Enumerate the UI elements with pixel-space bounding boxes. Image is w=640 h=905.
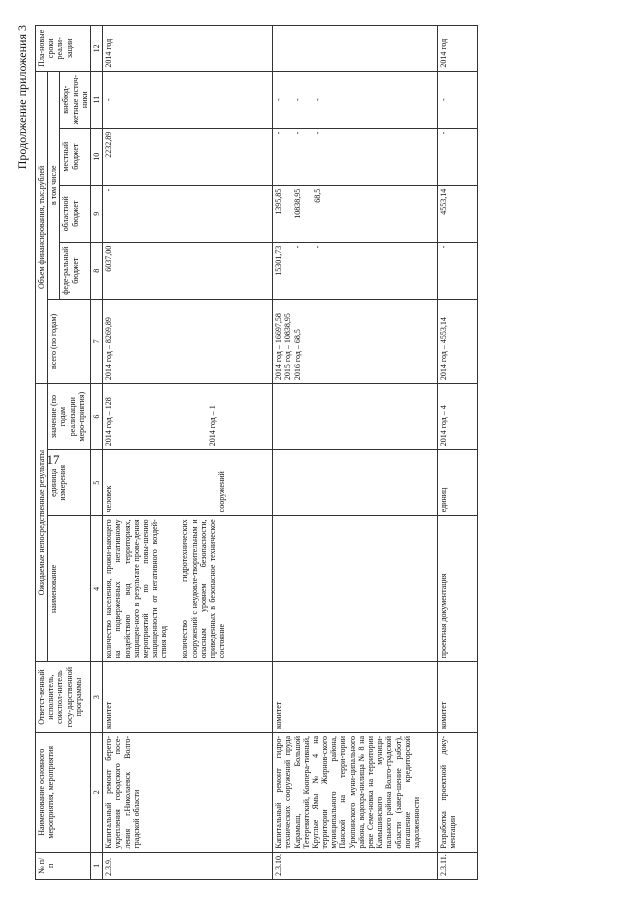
- row-terms: 2014 год: [103, 26, 273, 72]
- row-executor: комитет: [273, 662, 438, 733]
- result-name: количество населения, прожи-вающего на подверженных негативному воздействию вод территориях, защищен-ного в результате прове-дения мероприятий по повы-шению защищенности от негативного воздей-ствия вод: [104, 519, 169, 659]
- row-terms: 2014 год: [438, 26, 478, 72]
- row-name: Капитальный ремонт гидро-технических сооружений пруда Карамыш, Большой Тетеревятский, Кооперa-тивный, Круглые Ямы № 4 на территории Жирнов-ского муниципального района, Панской на терри-тории Урюпинского муни-ципального района, водохра-нилища № 8 на реке Семе-новка на территории Камышинского муници-пального района Волго-градской области (завер-шение работ), погашение кредиторской задолженности: [273, 732, 438, 852]
- row-results-units: единиц: [438, 450, 478, 516]
- row-results-names: [103, 516, 273, 662]
- col-num: 7: [90, 299, 102, 383]
- row-reg: [273, 185, 438, 242]
- header-res-name: наименование: [48, 516, 91, 662]
- table-row: [273, 26, 438, 880]
- row-ext: -: [438, 71, 478, 128]
- row-executor: комитет: [438, 662, 478, 733]
- col-num: 5: [90, 450, 102, 516]
- fed-value: -: [293, 245, 303, 249]
- result-value: 2014 год – 128: [104, 397, 114, 447]
- row-reg: -: [103, 185, 273, 242]
- row-results-values: [273, 384, 438, 450]
- col-num: 2: [90, 732, 102, 852]
- row-results-units: [103, 450, 273, 516]
- header-terms: Пла-новые сроки реали-зации: [36, 26, 91, 72]
- col-num: 4: [90, 516, 102, 662]
- header-results: Ожидаемые непосредственные результаты: [36, 384, 48, 662]
- header-name: Наименование основного мероприятия, мероприятия: [36, 732, 91, 852]
- col-num: 8: [90, 242, 102, 299]
- col-num: 10: [90, 128, 102, 185]
- row-executor: комитет: [103, 662, 273, 733]
- row-num: 2.3.11.: [438, 852, 478, 879]
- row-loc: -: [438, 128, 478, 185]
- loc-value: -: [274, 131, 284, 135]
- header-res-unit: единица измерения: [48, 450, 91, 516]
- ext-value: -: [293, 98, 303, 102]
- row-fed: -: [438, 242, 478, 299]
- row-loc: 2232,89: [103, 128, 273, 185]
- col-num: 9: [90, 185, 102, 242]
- row-total: 2014 год – 8269,89: [103, 299, 273, 383]
- fed-value: 15301,73: [274, 245, 284, 276]
- header-num: № п/п: [36, 852, 91, 879]
- ext-value: -: [312, 98, 322, 102]
- row-results-units: [273, 450, 438, 516]
- header-incl: в том числе: [48, 71, 60, 299]
- col-num: 6: [90, 384, 102, 450]
- column-numbers-row: [90, 26, 102, 880]
- col-num: 11: [90, 71, 102, 128]
- col-num: 3: [90, 662, 102, 733]
- row-num: 2.3.9.: [103, 852, 273, 879]
- header-executor: Ответст-венный исполнитель, соиспол-нитель госу-дарственной программы: [36, 662, 91, 733]
- header-res-value: значение (по годам реализации меро-приятия): [48, 384, 91, 450]
- row-results-values: 2014 год – 4: [438, 384, 478, 450]
- result-unit: человек: [104, 485, 114, 513]
- header-row-1: [36, 26, 48, 880]
- result-unit: сооружений: [217, 471, 227, 513]
- header-reg: областной бюджет: [60, 185, 91, 242]
- loc-value: -: [293, 131, 303, 135]
- row-name: Капитальный ремонт берего-укрепления городского посе-ления г.Николаевск Волго-градской области: [103, 732, 273, 852]
- header-ext: внебюд-жетные источ-ники: [60, 71, 91, 128]
- ext-value: -: [274, 98, 284, 102]
- fed-value: -: [312, 245, 322, 249]
- row-reg: 4553,14: [438, 185, 478, 242]
- row-results-names: проектная документация: [438, 516, 478, 662]
- loc-value: -: [312, 131, 322, 135]
- continuation-note: Продолжение приложения 3: [15, 25, 29, 170]
- row-ext: [273, 71, 438, 128]
- reg-value: 10838,95: [293, 188, 303, 219]
- table-row: [438, 26, 478, 880]
- measures-table: [35, 25, 478, 880]
- col-num: 12: [90, 26, 102, 72]
- header-total: всего (по годам): [48, 299, 91, 383]
- row-fed: [273, 242, 438, 299]
- header-funding: Объем финансирования, тыс.рублей: [36, 71, 48, 383]
- row-total: 2014 год – 16697,58 2015 год – 10838,95 2016 год – 68,5: [273, 299, 438, 383]
- row-name: Разработка проектной доку-ментации: [438, 732, 478, 852]
- row-ext: -: [103, 71, 273, 128]
- col-num: 1: [90, 852, 102, 879]
- page-number: 17: [46, 452, 60, 467]
- result-value: 2014 год – 1: [208, 405, 218, 447]
- reg-value: 68,5: [312, 188, 322, 203]
- header-fed: феде-ральный бюджет: [60, 242, 91, 299]
- header-loc: местный бюджет: [60, 128, 91, 185]
- result-name: количество гидротехнических сооружений с неудовле-творительным и опасным уровнем безопасности, приведенных в безопасное техническое состояние: [180, 519, 227, 659]
- row-fed: 6037,00: [103, 242, 273, 299]
- row-total: 2014 год – 4553,14: [438, 299, 478, 383]
- table-row: [103, 26, 273, 880]
- row-loc: [273, 128, 438, 185]
- row-terms: [273, 26, 438, 72]
- row-results-values: [103, 384, 273, 450]
- row-num: 2.3.10.: [273, 852, 438, 879]
- reg-value: 1395,85: [274, 188, 284, 215]
- row-results-names: [273, 516, 438, 662]
